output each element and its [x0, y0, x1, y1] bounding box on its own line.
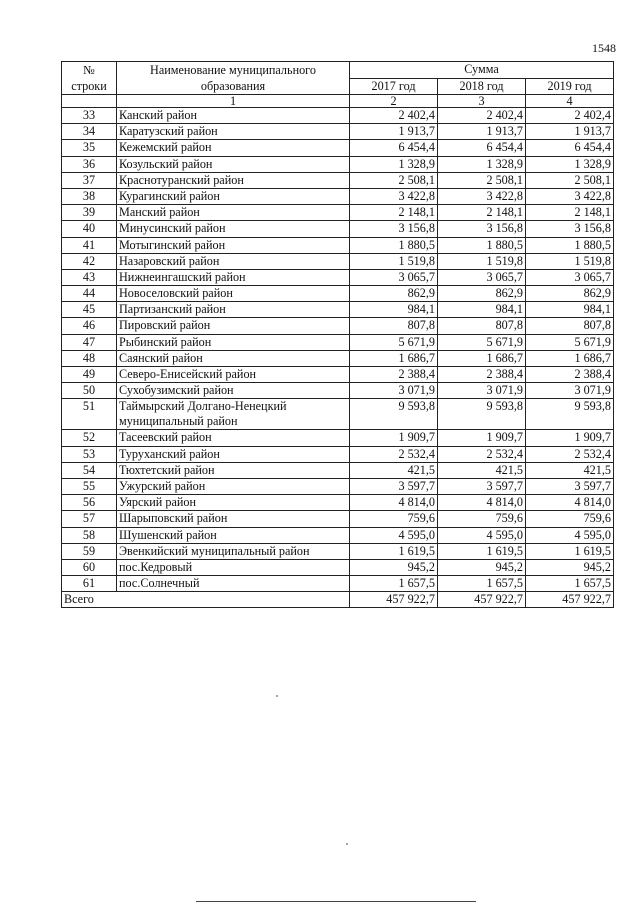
amount-2019: 2 402,4: [526, 108, 614, 124]
row-number: 35: [62, 140, 117, 156]
amount-2019: 2 532,4: [526, 446, 614, 462]
municipality-name: Кежемский район: [117, 140, 350, 156]
header-num-line2: строки: [71, 79, 107, 93]
row-number: 40: [62, 221, 117, 237]
amount-2018: 9 593,8: [438, 399, 526, 430]
amount-2018: 2 388,4: [438, 367, 526, 383]
amount-2017: 9 593,8: [350, 399, 438, 430]
table-row: [62, 495, 614, 511]
amount-2019: 3 071,9: [526, 383, 614, 399]
amount-2019: 1 657,5: [526, 576, 614, 592]
amount-2019: 4 595,0: [526, 527, 614, 543]
amount-2019: 2 388,4: [526, 367, 614, 383]
amount-2019: 1 909,7: [526, 430, 614, 446]
amount-2019: 1 328,9: [526, 156, 614, 172]
amount-2018: 4 595,0: [438, 527, 526, 543]
amount-2018: 862,9: [438, 286, 526, 302]
row-number: 55: [62, 478, 117, 494]
amount-2019: 3 156,8: [526, 221, 614, 237]
header-name-line1: Наименование муниципального: [150, 63, 316, 77]
municipality-name: Мотыгинский район: [117, 237, 350, 253]
amount-2019: 759,6: [526, 511, 614, 527]
table-row: [62, 462, 614, 478]
header-name-line2: образования: [200, 79, 266, 93]
amount-2019: 6 454,4: [526, 140, 614, 156]
table-row: [62, 318, 614, 334]
amount-2019: 4 814,0: [526, 495, 614, 511]
row-number: 60: [62, 559, 117, 575]
amount-2019: 2 508,1: [526, 172, 614, 188]
table-row: [62, 302, 614, 318]
municipality-name: Тасеевский район: [117, 430, 350, 446]
amount-2019: 862,9: [526, 286, 614, 302]
row-number: 48: [62, 350, 117, 366]
row-number: 56: [62, 495, 117, 511]
municipality-name: Партизанский район: [117, 302, 350, 318]
municipality-name: Каратузский район: [117, 124, 350, 140]
municipality-name: Сухобузимский район: [117, 383, 350, 399]
table-row: [62, 221, 614, 237]
row-number: 51: [62, 399, 117, 430]
table-row: [62, 576, 614, 592]
table-row: [62, 140, 614, 156]
amount-2019: 807,8: [526, 318, 614, 334]
table-row: [62, 478, 614, 494]
table-row: [62, 367, 614, 383]
amount-2017: 1 519,8: [350, 253, 438, 269]
page-number: 1548: [592, 41, 616, 55]
column-index: 4: [526, 95, 614, 108]
municipality-name: Шарыповский район: [117, 511, 350, 527]
column-index-empty: [62, 95, 117, 108]
scan-speck: [276, 695, 278, 697]
municipality-name: пос.Солнечный: [117, 576, 350, 592]
amount-2018: 2 532,4: [438, 446, 526, 462]
table-row: [62, 527, 614, 543]
municipality-name: Минусинский район: [117, 221, 350, 237]
municipality-name: Козульский район: [117, 156, 350, 172]
amount-2017: 1 909,7: [350, 430, 438, 446]
amount-2018: 3 597,7: [438, 478, 526, 494]
amount-2018: 759,6: [438, 511, 526, 527]
table-row: [62, 172, 614, 188]
amount-2019: 9 593,8: [526, 399, 614, 430]
table-row: [62, 350, 614, 366]
header-year-2019: 2019 год: [526, 79, 614, 95]
table-row: [62, 399, 614, 430]
municipality-name: Рыбинский район: [117, 334, 350, 350]
amount-2019: 984,1: [526, 302, 614, 318]
municipality-name: Туруханский район: [117, 446, 350, 462]
municipality-name: Нижнеингашский район: [117, 269, 350, 285]
header-municipality: [117, 62, 350, 95]
row-number: 57: [62, 511, 117, 527]
table-row: [62, 511, 614, 527]
header-year-2017: 2017 год: [350, 79, 438, 95]
municipality-name: Назаровский район: [117, 253, 350, 269]
amount-2017: 4 814,0: [350, 495, 438, 511]
total-2017: 457 922,7: [350, 592, 438, 608]
table-row: [62, 559, 614, 575]
amount-2017: 3 422,8: [350, 188, 438, 204]
amount-2017: 2 508,1: [350, 172, 438, 188]
amount-2018: 3 422,8: [438, 188, 526, 204]
column-index: 3: [438, 95, 526, 108]
amount-2018: 1 619,5: [438, 543, 526, 559]
footer-rule: [196, 901, 476, 902]
table-row: [62, 156, 614, 172]
municipality-name: Манский район: [117, 205, 350, 221]
header-row-number: [62, 62, 117, 95]
amount-2019: 421,5: [526, 462, 614, 478]
municipality-name: Уярский район: [117, 495, 350, 511]
amount-2019: 1 913,7: [526, 124, 614, 140]
table-row: [62, 430, 614, 446]
amount-2017: 4 595,0: [350, 527, 438, 543]
amount-2017: 759,6: [350, 511, 438, 527]
table-row: [62, 334, 614, 350]
amount-2017: 1 657,5: [350, 576, 438, 592]
table-header: [62, 62, 614, 108]
amount-2018: 1 328,9: [438, 156, 526, 172]
municipality-name: Ужурский район: [117, 478, 350, 494]
amount-2018: 1 657,5: [438, 576, 526, 592]
table-row: [62, 286, 614, 302]
table-row: [62, 446, 614, 462]
column-index: 2: [350, 95, 438, 108]
amount-2017: 3 071,9: [350, 383, 438, 399]
amount-2017: 1 686,7: [350, 350, 438, 366]
header-year-2018: 2018 год: [438, 79, 526, 95]
amount-2018: 5 671,9: [438, 334, 526, 350]
amount-2017: 945,2: [350, 559, 438, 575]
amount-2019: 5 671,9: [526, 334, 614, 350]
total-row: [62, 592, 614, 608]
row-number: 52: [62, 430, 117, 446]
amount-2019: 3 422,8: [526, 188, 614, 204]
amount-2018: 4 814,0: [438, 495, 526, 511]
table-row: [62, 253, 614, 269]
municipality-name: Краснотуранский район: [117, 172, 350, 188]
table-row: [62, 108, 614, 124]
table-body: [62, 108, 614, 592]
amount-2018: 1 686,7: [438, 350, 526, 366]
amount-2018: 2 148,1: [438, 205, 526, 221]
municipality-name: Тюхтетский район: [117, 462, 350, 478]
row-number: 53: [62, 446, 117, 462]
table-row: [62, 269, 614, 285]
amount-2019: 1 519,8: [526, 253, 614, 269]
amount-2018: 3 065,7: [438, 269, 526, 285]
row-number: 49: [62, 367, 117, 383]
amount-2019: 1 880,5: [526, 237, 614, 253]
row-number: 33: [62, 108, 117, 124]
total-2019: 457 922,7: [526, 592, 614, 608]
amount-2019: 945,2: [526, 559, 614, 575]
row-number: 58: [62, 527, 117, 543]
row-number: 59: [62, 543, 117, 559]
table-row: [62, 124, 614, 140]
amount-2019: 3 597,7: [526, 478, 614, 494]
table-row: [62, 205, 614, 221]
amount-2017: 3 597,7: [350, 478, 438, 494]
amount-2018: 6 454,4: [438, 140, 526, 156]
row-number: 38: [62, 188, 117, 204]
municipality-name: Эвенкийский муниципальный район: [117, 543, 350, 559]
amount-2017: 3 065,7: [350, 269, 438, 285]
header-sum: Сумма: [350, 62, 614, 79]
row-number: 44: [62, 286, 117, 302]
municipality-name: Северо-Енисейский район: [117, 367, 350, 383]
table-row: [62, 188, 614, 204]
amount-2017: 1 619,5: [350, 543, 438, 559]
total-2018: 457 922,7: [438, 592, 526, 608]
municipality-name: Шушенский район: [117, 527, 350, 543]
amount-2017: 2 532,4: [350, 446, 438, 462]
row-number: 37: [62, 172, 117, 188]
amount-2017: 1 913,7: [350, 124, 438, 140]
row-number: 61: [62, 576, 117, 592]
amount-2017: 1 880,5: [350, 237, 438, 253]
amount-2017: 5 671,9: [350, 334, 438, 350]
amount-2017: 862,9: [350, 286, 438, 302]
table-row: [62, 543, 614, 559]
amount-2018: 1 913,7: [438, 124, 526, 140]
amount-2017: 2 388,4: [350, 367, 438, 383]
municipality-name: Новоселовский район: [117, 286, 350, 302]
scan-speck: [346, 843, 348, 845]
row-number: 34: [62, 124, 117, 140]
amount-2018: 1 909,7: [438, 430, 526, 446]
amount-2017: 2 148,1: [350, 205, 438, 221]
amount-2018: 421,5: [438, 462, 526, 478]
row-number: 47: [62, 334, 117, 350]
row-number: 39: [62, 205, 117, 221]
amount-2018: 1 880,5: [438, 237, 526, 253]
row-number: 43: [62, 269, 117, 285]
amount-2017: 2 402,4: [350, 108, 438, 124]
amount-2019: 2 148,1: [526, 205, 614, 221]
amount-2017: 1 328,9: [350, 156, 438, 172]
amount-2019: 3 065,7: [526, 269, 614, 285]
municipality-name: пос.Кедровый: [117, 559, 350, 575]
municipality-name: Таймырский Долгано-Ненецкий муниципальный район: [117, 399, 350, 430]
row-number: 41: [62, 237, 117, 253]
amount-2017: 3 156,8: [350, 221, 438, 237]
amount-2018: 2 402,4: [438, 108, 526, 124]
amount-2017: 984,1: [350, 302, 438, 318]
amount-2018: 807,8: [438, 318, 526, 334]
amount-2017: 807,8: [350, 318, 438, 334]
municipality-name: Курагинский район: [117, 188, 350, 204]
amount-2018: 2 508,1: [438, 172, 526, 188]
row-number: 46: [62, 318, 117, 334]
municipality-name: Саянский район: [117, 350, 350, 366]
municipality-name: Пировский район: [117, 318, 350, 334]
row-number: 45: [62, 302, 117, 318]
amount-2018: 945,2: [438, 559, 526, 575]
amount-2018: 984,1: [438, 302, 526, 318]
amount-2017: 421,5: [350, 462, 438, 478]
row-number: 50: [62, 383, 117, 399]
row-number: 36: [62, 156, 117, 172]
amount-2018: 3 071,9: [438, 383, 526, 399]
municipality-name: Канский район: [117, 108, 350, 124]
budget-table: [61, 61, 614, 608]
column-index-row: [62, 95, 614, 108]
header-num-line1: №: [83, 63, 95, 77]
amount-2017: 6 454,4: [350, 140, 438, 156]
amount-2018: 3 156,8: [438, 221, 526, 237]
column-index: 1: [117, 95, 350, 108]
amount-2018: 1 519,8: [438, 253, 526, 269]
row-number: 42: [62, 253, 117, 269]
table-row: [62, 237, 614, 253]
row-number: 54: [62, 462, 117, 478]
amount-2019: 1 686,7: [526, 350, 614, 366]
amount-2019: 1 619,5: [526, 543, 614, 559]
table-row: [62, 383, 614, 399]
total-label: Всего: [62, 592, 350, 608]
